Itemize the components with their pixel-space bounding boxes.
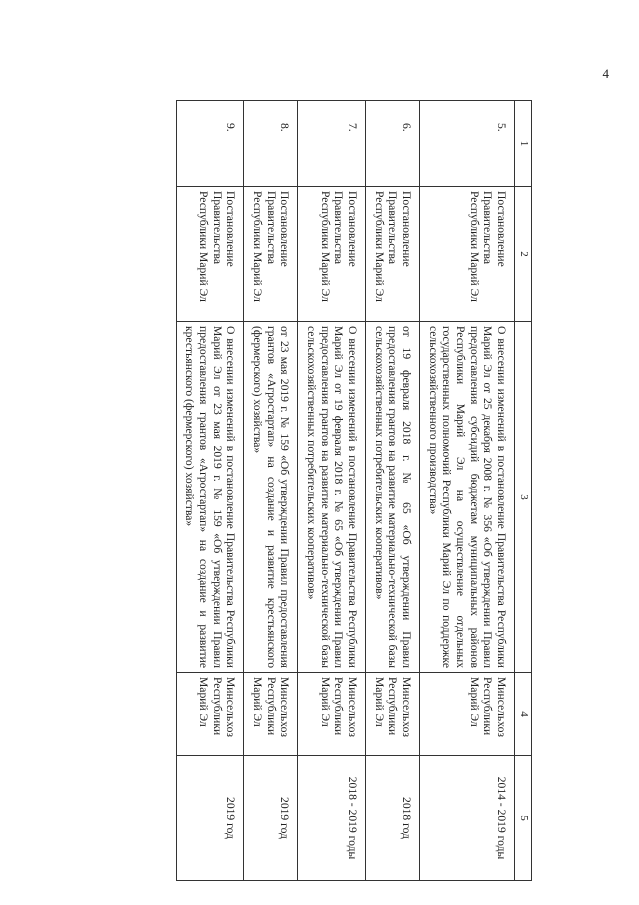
header-row [515,101,532,881]
row-number: 9. [176,101,244,187]
document-type: Постановление Правительства Республики Марий Эл [298,187,366,322]
table-row [244,101,298,881]
header-col-1: 1 [515,101,532,187]
document-description: О внесении изменений в постановление Правительства Республики Марий Эл от 23 мая 2019 г. № 159 «Об утверждении Правил предоставления грантов «Агростартап» на создание и развитие крестьянского (фермерского) хозяйства» [176,322,244,673]
document-type: Постановление Правительства Республики Марий Эл [244,187,298,322]
row-number: 8. [244,101,298,187]
document-description: О внесении изменений в постановление Правительства Республики Марий Эл от 25 декабря 2008 г. № 356 «Об утверждении Правил предоставления субсидий бюджетам муниципальных районов Республики Марий Эл на осуществление отдельных государственных полномочий Республики Марий Эл по поддержке сельскохозяйственного производства» [419,322,514,673]
table-row [365,101,419,881]
responsible-organization: Минсельхоз Республики Марий Эл [419,673,514,756]
header-col-4: 4 [515,673,532,756]
implementation-period: 2018 - 2019 годы [298,756,366,881]
implementation-period: 2014 - 2019 годы [419,756,514,881]
table-row [298,101,366,881]
responsible-organization: Минсельхоз Республики Марий Эл [365,673,419,756]
row-number: 7. [298,101,366,187]
implementation-period: 2019 год [244,756,298,881]
document-description: О внесении изменений в постановление Правительства Республики Марий Эл от 19 февраля 2018 г. № 65 «Об утверждении Правил предоставления грантов на развитие материально-технической базы сельскохозяйственных потребительских кооперативов» [298,322,366,673]
responsible-organization: Минсельхоз Республики Марий Эл [298,673,366,756]
page-number: 4 [602,66,609,81]
header-col-2: 2 [515,187,532,322]
document-type: Постановление Правительства Республики Марий Эл [176,187,244,322]
rotated-table-container [116,100,532,880]
responsible-organization: Минсельхоз Республики Марий Эл [244,673,298,756]
document-type: Постановление Правительства Республики Марий Эл [419,187,514,322]
header-col-3: 3 [515,322,532,673]
document-description: от 23 мая 2019 г. № 159 «Об утверждении Правил предоставления грантов «Агростартап» на создание и развитие крестьянского (фермерского) хозяйства» [244,322,298,673]
document-type: Постановление Правительства Республики Марий Эл [365,187,419,322]
measures-table [176,100,532,881]
implementation-period: 2019 год [176,756,244,881]
row-number: 6. [365,101,419,187]
header-col-5: 5 [515,756,532,881]
document-description: от 19 февраля 2018 г. № 65 «Об утверждении Правил предоставления грантов на развитие материально-технической базы сельскохозяйственных потребительских кооперативов» [365,322,419,673]
table-row [176,101,244,881]
row-number: 5. [419,101,514,187]
table-row [419,101,514,881]
responsible-organization: Минсельхоз Республики Марий Эл [176,673,244,756]
implementation-period: 2018 год [365,756,419,881]
